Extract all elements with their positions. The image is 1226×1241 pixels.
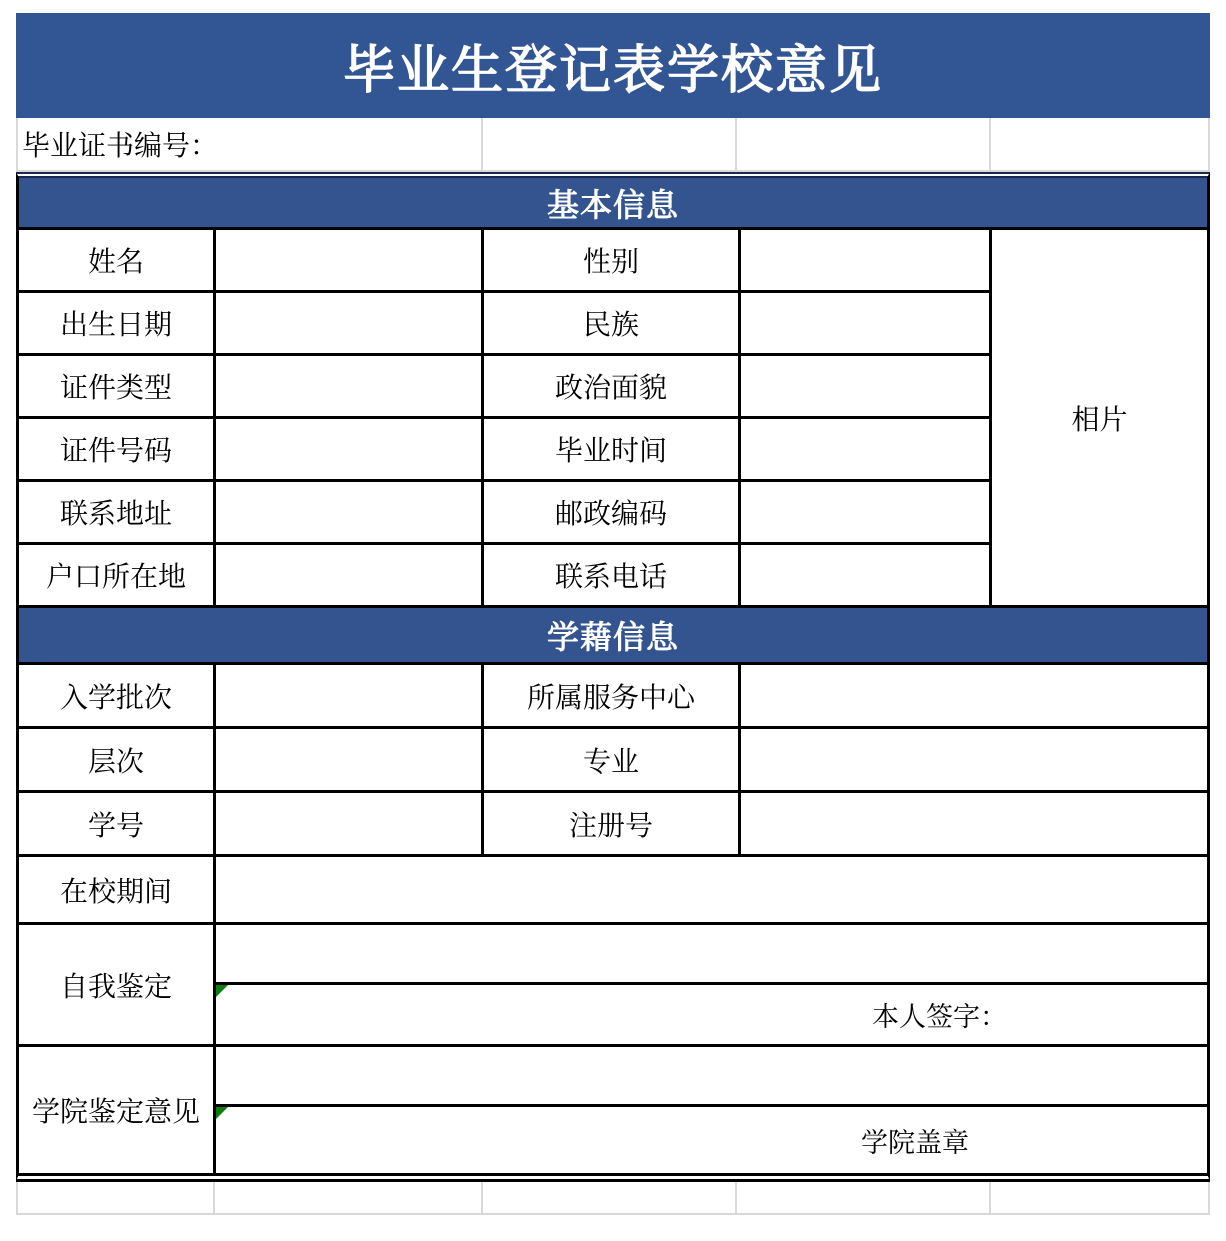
empty-spreadsheet-row (16, 1182, 1210, 1215)
field-value-graduation-date[interactable] (741, 419, 992, 482)
signature-subcell[interactable] (216, 985, 1207, 1044)
self-assessment-row (19, 925, 1207, 1047)
section-header-basic-info-label: 基本信息 (546, 186, 679, 223)
empty-cell[interactable] (991, 1182, 1208, 1213)
field-label-household-location: 户口所在地 (19, 545, 216, 608)
cell-error-flag-icon (216, 985, 228, 997)
field-label-contact-phone: 联系电话 (484, 545, 741, 608)
section-header-basic-info (19, 178, 1207, 230)
field-label-major: 专业 (484, 729, 741, 793)
field-label-postal-code: 邮政编码 (484, 482, 741, 545)
field-label-ethnicity: 民族 (484, 293, 741, 356)
stamp-subcell[interactable] (216, 1107, 1207, 1173)
signature-label: 本人签字： (872, 1002, 1007, 1032)
field-label-service-center: 所属服务中心 (484, 665, 741, 729)
field-label-name: 姓名 (19, 230, 216, 293)
page-title: 毕业生登记表学校意见 (342, 42, 883, 100)
stamp-label: 学院盖章 (861, 1127, 969, 1158)
field-value-ethnicity[interactable] (741, 293, 992, 356)
form-title-bar (16, 13, 1210, 118)
cell-error-flag-icon (216, 1107, 228, 1119)
empty-cell[interactable] (483, 1182, 737, 1213)
field-label-self-assessment: 自我鉴定 (19, 925, 216, 1047)
field-value-name[interactable] (216, 230, 484, 293)
field-value-contact-address[interactable] (216, 482, 484, 545)
section-header-enrollment-info (19, 608, 1207, 665)
self-assessment-value-area (216, 925, 1207, 1047)
field-value-school-period[interactable] (216, 857, 1207, 925)
certificate-number-row (16, 118, 1210, 172)
certificate-number-cell (18, 118, 483, 170)
field-value-admission-batch[interactable] (216, 665, 484, 729)
empty-cell[interactable] (483, 118, 737, 170)
self-assessment-split (216, 925, 1207, 1044)
field-value-major[interactable] (741, 729, 1207, 793)
field-label-college-opinion: 学院鉴定意见 (19, 1047, 216, 1173)
field-label-graduation-date: 毕业时间 (484, 419, 741, 482)
empty-cell[interactable] (737, 1182, 991, 1213)
empty-cell[interactable] (737, 118, 991, 170)
section-header-enrollment-info-label: 学藉信息 (546, 619, 679, 655)
field-label-admission-batch: 入学批次 (19, 665, 216, 729)
field-value-household-location[interactable] (216, 545, 484, 608)
empty-cell[interactable] (18, 1182, 215, 1213)
field-value-level[interactable] (216, 729, 484, 793)
school-period-row (19, 857, 1207, 925)
field-value-service-center[interactable] (741, 665, 1207, 729)
photo-placeholder-cell[interactable] (992, 230, 1207, 608)
photo-label: 相片 (1071, 403, 1128, 435)
field-label-birthdate: 出生日期 (19, 293, 216, 356)
field-label-registration-number: 注册号 (484, 793, 741, 857)
field-label-id-number: 证件号码 (19, 419, 216, 482)
field-label-id-type: 证件类型 (19, 356, 216, 419)
basic-info-grid (19, 230, 1207, 608)
empty-cell[interactable] (215, 1182, 483, 1213)
certificate-number-label: 毕业证书编号： (22, 130, 219, 161)
field-value-id-number[interactable] (216, 419, 484, 482)
enrollment-info-grid (19, 665, 1207, 857)
field-value-self-assessment[interactable] (216, 925, 1207, 985)
form-table (16, 172, 1210, 1182)
field-value-gender[interactable] (741, 230, 992, 293)
field-value-birthdate[interactable] (216, 293, 484, 356)
field-label-contact-address: 联系地址 (19, 482, 216, 545)
field-value-college-opinion[interactable] (216, 1047, 1207, 1107)
field-label-political-status: 政治面貌 (484, 356, 741, 419)
college-opinion-value-area (216, 1047, 1207, 1173)
field-value-political-status[interactable] (741, 356, 992, 419)
field-label-gender: 性别 (484, 230, 741, 293)
field-label-school-period: 在校期间 (19, 857, 216, 925)
college-opinion-split (216, 1047, 1207, 1173)
field-label-student-number: 学号 (19, 793, 216, 857)
field-value-contact-phone[interactable] (741, 545, 992, 608)
empty-cell[interactable] (991, 118, 1208, 170)
field-value-postal-code[interactable] (741, 482, 992, 545)
field-value-registration-number[interactable] (741, 793, 1207, 857)
field-value-student-number[interactable] (216, 793, 484, 857)
field-label-level: 层次 (19, 729, 216, 793)
college-opinion-row (19, 1047, 1207, 1173)
field-value-id-type[interactable] (216, 356, 484, 419)
